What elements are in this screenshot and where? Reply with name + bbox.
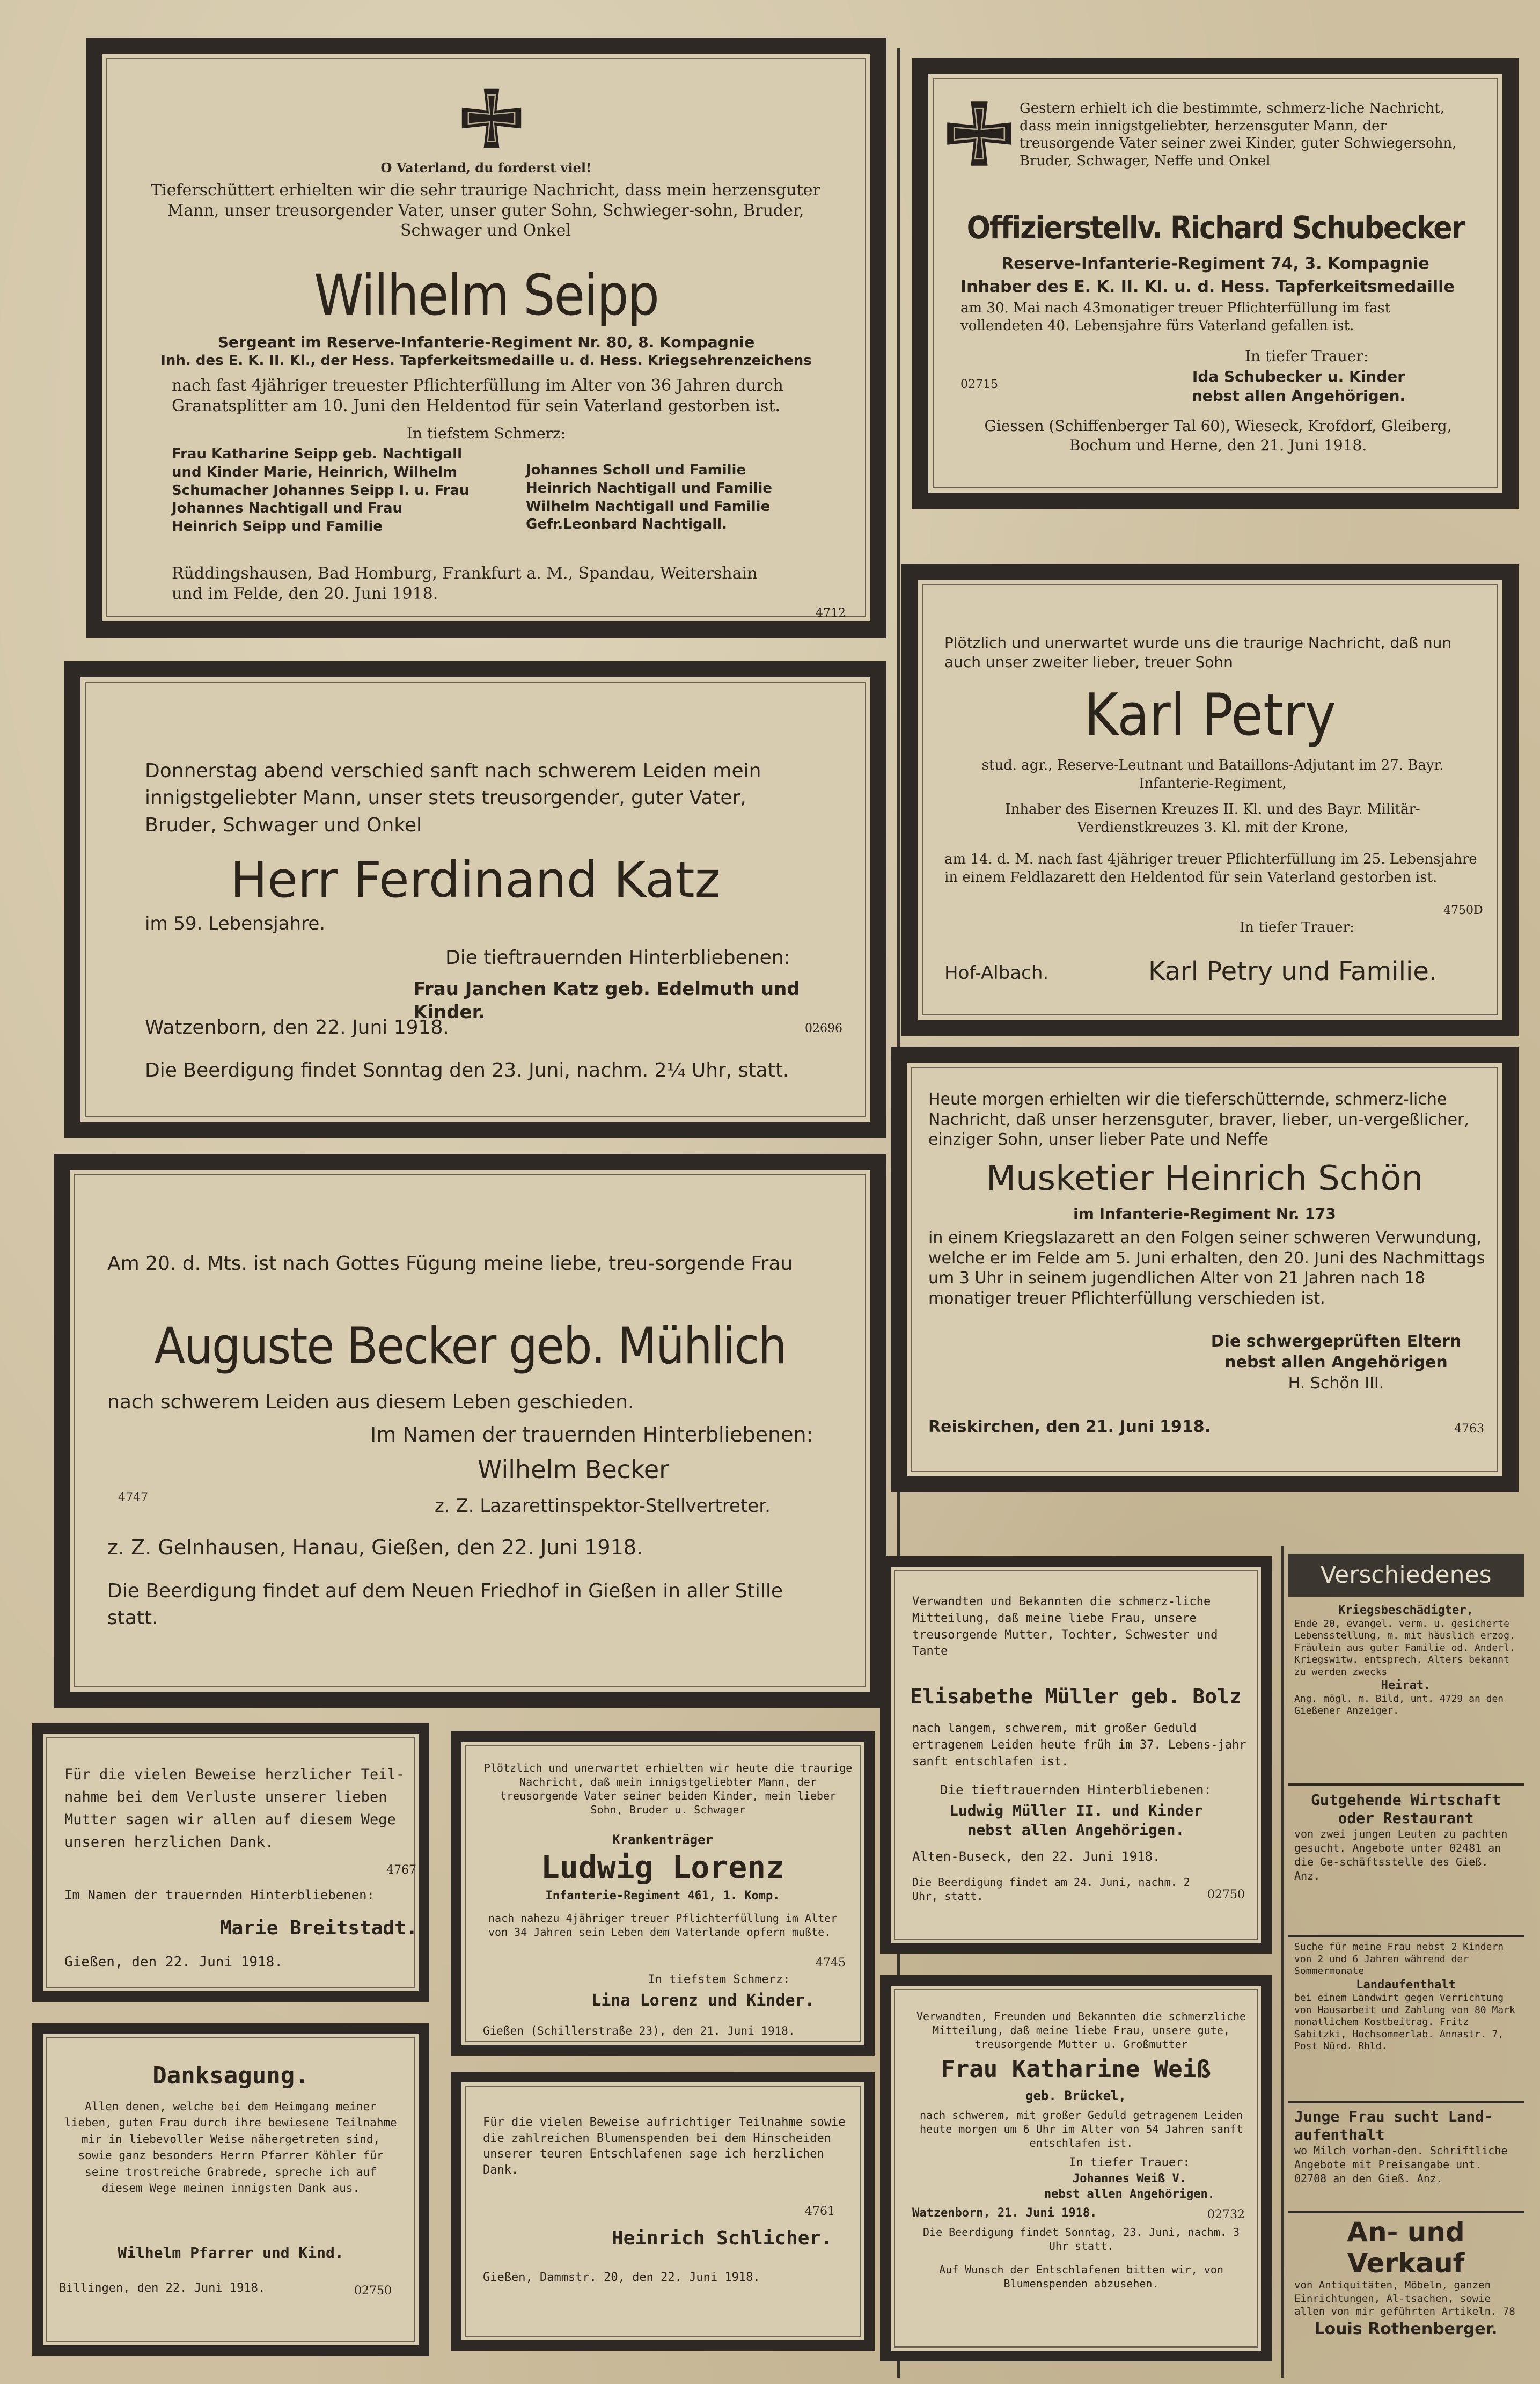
thanks-text: Für die vielen Beweise aufrichtiger Teilnahme sowie die zahlreichen Blumenspenden bei dem Hinscheiden unserer teuren Entschlafenen sage ich herzlichen Dank. xyxy=(483,2116,846,2177)
ad-intro: Verwandten, Freunden und Bekannten die schmerzliche Mitteilung, daß meine liebe Frau, unsere gute, treusorgende Mutter u. Großmutter xyxy=(916,2010,1246,2051)
ad-number: 4750D xyxy=(1443,904,1483,917)
age-text: im 59. Lebensjahre. xyxy=(145,913,326,934)
classified-divider xyxy=(1288,1935,1524,1937)
ad-number: 4712 xyxy=(816,606,846,620)
rank-line-1: Sergeant im Reserve-Infanterie-Regiment Nr. 80, 8. Kompagnie xyxy=(217,333,755,351)
obituary-seipp xyxy=(86,38,886,638)
mourners: Ida Schubecker u. Kinder nebst allen Angehörigen. xyxy=(1191,368,1406,405)
deceased-name: Wilhelm Seipp xyxy=(314,262,658,328)
iron-cross-icon xyxy=(944,99,1014,169)
ad-number: 02750 xyxy=(354,2284,392,2298)
mourning-label: Die tieftrauernden Hinterbliebenen: xyxy=(940,1782,1212,1797)
death-text: am 30. Mai nach 43monatiger treuer Pflichterfüllung im fast vollendeten 40. Lebensjahre fürs Vaterland gefallen ist. xyxy=(960,300,1391,334)
place-date: Gießen (Schillerstraße 23), den 21. Juni 1918. xyxy=(483,2024,795,2037)
ad-intro: Plötzlich und unerwartet wurde uns die traurige Nachricht, daß nun auch unser zweiter lieber, treuer Sohn xyxy=(944,634,1452,671)
mourning-label: In tiefer Trauer: xyxy=(1240,919,1354,935)
ad-number: 4745 xyxy=(816,1956,846,1970)
place-date: Giessen (Schiffenberger Tal 60), Wieseck, Krofdorf, Gleiberg, Bochum und Herne, den 21. Juni 1918. xyxy=(984,417,1452,455)
thanks-pfarrer xyxy=(32,2023,429,2356)
death-text: nach fast 4jähriger treuester Pflichterfüllung im Alter von 36 Jahren durch Granatsplitter am 10. Juni den Heldentod für sein Vaterland gestorben ist. xyxy=(172,376,783,415)
place-date: Watzenborn, den 22. Juni 1918. xyxy=(145,1017,449,1039)
thanks-text: Allen denen, welche bei dem Heimgang meiner lieben, guten Frau durch ihre bewiesene Teilnahme mir in liebevoller Weise nähergetreten sind, sowie ganz besonders Herrn Pfarrer Köhler für seine trostreiche Grabrede, spreche ich auf diesem Wege meinen innigsten Dank aus. xyxy=(64,2100,397,2195)
death-text: nach langem, schwerem, mit großer Geduld ertragenem Leiden heute früh im 37. Lebens-jahr sanft entschlafen ist. xyxy=(912,1722,1246,1768)
obituary-schoen xyxy=(891,1047,1519,1492)
place-date: z. Z. Gelnhausen, Hanau, Gießen, den 22. Juni 1918. xyxy=(107,1535,643,1559)
mourners: Ludwig Müller II. und Kinder nebst allen Angehörigen. xyxy=(949,1802,1202,1839)
place-date: Reiskirchen, den 21. Juni 1918. xyxy=(928,1417,1211,1436)
mourners-left: Frau Katharine Seipp geb. Nachtigall und Kinder Marie, Heinrich, Wilhelm Schumacher Johannes Seipp I. u. Frau Johannes Nachtigall und Frau Heinrich Seipp und Familie xyxy=(172,446,470,535)
mourning-label: Im Namen der trauernden Hinterbliebenen: xyxy=(370,1423,813,1446)
regiment-text: im Infanterie-Regiment Nr. 173 xyxy=(1073,1205,1336,1223)
mourners: Lina Lorenz und Kinder. xyxy=(591,1991,815,2010)
note-text: Auf Wunsch der Entschlafenen bitten wir, von Blumenspenden abzusehen. xyxy=(939,2263,1223,2290)
rank-line-2: Inh. des E. K. II. Kl., der Hess. Tapferkeitsmedaille u. d. Hess. Kriegsehrenzeichens xyxy=(160,353,812,369)
maiden-name: geb. Brückel, xyxy=(1025,2088,1126,2103)
ad-intro: Plötzlich und unerwartet erhielten wir heute die traurige Nachricht, daß mein innigstgeliebter Mann, der treusorgende Vater seiner beiden Kinder, mein lieber Sohn, Bruder u. Schwager xyxy=(483,1761,853,1816)
ad-intro: Gestern erhielt ich die bestimmte, schmerz-liche Nachricht, dass mein innigstgeliebter, herzensguter Mann, der treusorgende Vater seiner zwei Kinder, guter Schwiegersohn, Bruder, Schwager, Neffe und Onkel xyxy=(1020,100,1457,169)
ad-intro: Donnerstag abend verschied sanft nach schwerem Leiden mein innigstgeliebter Mann, unser stets treusorgender, guter Vater, Bruder, Schwager und Onkel xyxy=(145,760,761,836)
iron-cross-icon xyxy=(459,86,524,150)
obituary-weiss xyxy=(880,1975,1272,2361)
thanks-title: Danksagung. xyxy=(152,2062,309,2089)
classified-item: Gutgehende Wirtschaft oder Restaurant von zwei jungen Leuten zu pachten gesucht. Angebote unter 02481 an die Ge-schäftsstelle des Gieß. Anz. xyxy=(1294,1791,1508,1883)
burial-text: Die Beerdigung findet am 24. Juni, nachm. 2 Uhr, statt. xyxy=(912,1876,1190,1903)
death-text: nach schwerem, mit großer Geduld getragenem Leiden heute morgen um 6 Uhr im Alter von 54 Jahren sanft entschlafen ist. xyxy=(919,2109,1243,2149)
signer-name: Marie Breitstadt. xyxy=(220,1917,418,1939)
burial-text: Die Beerdigung findet Sonntag den 23. Juni, nachm. 2¼ Uhr, statt. xyxy=(145,1059,789,1081)
thanks-breitstadt xyxy=(32,1723,429,2002)
deceased-name: Elisabethe Müller geb. Bolz xyxy=(910,1685,1242,1708)
ad-number: 4747 xyxy=(118,1491,148,1504)
obituary-schubecker xyxy=(912,58,1519,509)
place-text: Hof-Albach. xyxy=(944,962,1049,984)
ad-intro: Heute morgen erhielten wir die tieferschütternde, schmerz-liche Nachricht, daß unser herzensguter, braver, lieber, un-vergeßlicher, einziger Sohn, unser lieber Pate und Neffe xyxy=(928,1090,1469,1149)
mourners: Die schwergeprüften Eltern nebst allen Angehörigen H. Schön III. xyxy=(1211,1332,1462,1393)
classified-item: An- und Verkauf von Antiquitäten, Möbeln, ganzen Einrichtungen, Al-tsachen, sowie allen von mir geführten Artikeln. 78 Louis Rothenberger. xyxy=(1294,2217,1515,2339)
death-text: nach schwerem Leiden aus diesem Leben geschieden. xyxy=(107,1391,634,1413)
mourners: Frau Janchen Katz geb. Edelmuth und Kinder. xyxy=(413,978,800,1023)
classified-divider xyxy=(1288,2211,1524,2213)
classified-divider xyxy=(1288,1783,1524,1786)
death-text: in einem Kriegslazarett an den Folgen seiner schweren Verwundung, welche er im Felde am 5. Juni erhalten, den 20. Juni des Nachmittags um 3 Uhr in seinem jugendlichen Alter von 21 Jahren nach 18 monatiger treuer Pflichterfüllung verschieden ist. xyxy=(928,1228,1485,1308)
ad-motto: O Vaterland, du forderst viel! xyxy=(380,160,592,175)
ad-number: 02715 xyxy=(960,378,998,391)
rank-text: stud. agr., Reserve-Leutnant und Bataillons-Adjutant im 27. Bayr. Infanterie-Regiment, xyxy=(981,757,1444,792)
place-date: Watzenborn, 21. Juni 1918. xyxy=(912,2206,1097,2220)
ad-intro: Am 20. d. Mts. ist nach Gottes Fügung meine liebe, treu-sorgende Frau xyxy=(107,1253,793,1275)
place-date: Gießen, den 22. Juni 1918. xyxy=(64,1954,283,1970)
mourning-label: In tiefstem Schmerz: xyxy=(648,1973,790,1986)
mourners: Johannes Weiß V. nebst allen Angehörigen. xyxy=(1044,2172,1215,2201)
obituary-petry xyxy=(901,564,1519,1036)
burial-text: Die Beerdigung findet Sonntag, 23. Juni, nachm. 3 Uhr statt. xyxy=(922,2226,1240,2253)
mourner-name: Wilhelm Becker xyxy=(478,1455,670,1484)
obituary-lorenz xyxy=(451,1731,875,2056)
place-date: Rüddingshausen, Bad Homburg, Frankfurt a. M., Spandau, Weitershain und im Felde, den 20. Juni 1918. xyxy=(172,564,758,603)
obituary-becker xyxy=(54,1154,886,1708)
honours-text: Inhaber des Eisernen Kreuzes II. Kl. und des Bayr. Militär-Verdienstkreuzes 3. Kl. mit der Krone, xyxy=(1005,801,1420,836)
rank-text: Krankenträger xyxy=(612,1832,713,1847)
deceased-name: Offizierstellv. Richard Schubecker xyxy=(966,209,1464,246)
column-rule xyxy=(1281,1546,1284,2378)
obituary-mueller xyxy=(880,1556,1272,1954)
classified-item: Suche für meine Frau nebst 2 Kindern von 2 und 6 Jahren während der Sommermonate Landaufenthalt bei einem Landwirt gegen Verrichtung von Hausarbeit und Zahlung von 80 Mark monatlichem Kostbeitrag. Fritz Sabitzki, Hochsommerlab. Annastr. 7, Post Nürd. Rhld. xyxy=(1294,1941,1515,2052)
classifieds-header: Verschiedenes xyxy=(1288,1554,1524,1597)
thanks-schlicher xyxy=(451,2072,875,2351)
ad-number: 02696 xyxy=(805,1022,842,1035)
mourner-role: z. Z. Lazarettinspektor-Stellvertreter. xyxy=(435,1495,771,1517)
honours-text: Inhaber des E. K. II. Kl. u. d. Hess. Tapferkeitsmedaille xyxy=(960,277,1455,296)
ad-intro: Verwandten und Bekannten die schmerz-liche Mitteilung, daß meine liebe Frau, unsere treusorgende Mutter, Tochter, Schwester und Tante xyxy=(912,1595,1218,1658)
deceased-name: Ludwig Lorenz xyxy=(541,1849,784,1885)
mourning-label: Die tieftrauernden Hinterbliebenen: xyxy=(445,947,790,969)
classified-item: Kriegsbeschädigter, Ende 20, evangel. verm. u. gesicherte Lebensstellung, m. mit häuslich erzog. Fräulein aus guter Familie od. Anderl. Kriegswitw. entsprech. Alters bekannt zu werden zwecks Heirat. Ang. mögl. m. Bild, unt. 4729 an den Gießener Anzeiger. xyxy=(1294,1604,1515,1716)
obituary-katz xyxy=(64,661,886,1138)
deceased-name: Musketier Heinrich Schön xyxy=(986,1159,1424,1198)
mourners-right: Johannes Scholl und Familie Heinrich Nachtigall und Familie Wilhelm Nachtigall und Familie Gefr.Leonbard Nachtigall. xyxy=(526,462,773,533)
regiment-text: Reserve-Infanterie-Regiment 74, 3. Kompagnie xyxy=(1001,254,1429,273)
ad-intro: Tieferschüttert erhielten wir die sehr traurige Nachricht, dass mein herzensguter Mann, unser treusorgender Vater, unser guter Sohn, Schwieger-sohn, Bruder, Schwager und Onkel xyxy=(151,181,820,240)
classified-divider xyxy=(1288,2101,1524,2103)
mourning-label: In tiefer Trauer: xyxy=(1245,347,1369,365)
deceased-name: Auguste Becker geb. Mühlich xyxy=(154,1317,786,1376)
deceased-name: Karl Petry xyxy=(1084,682,1336,749)
ad-number: 4761 xyxy=(805,2205,835,2218)
ad-number: 02732 xyxy=(1207,2208,1245,2221)
place-date: Gießen, Dammstr. 20, den 22. Juni 1918. xyxy=(483,2271,760,2284)
deceased-name: Herr Ferdinand Katz xyxy=(230,851,721,909)
regiment-text: Infanterie-Regiment 461, 1. Komp. xyxy=(545,1889,780,1903)
classifieds-column xyxy=(1288,1554,1524,2370)
signer-name: Heinrich Schlicher. xyxy=(612,2227,833,2249)
ad-number: 4763 xyxy=(1454,1422,1484,1436)
ad-number: 02750 xyxy=(1207,1888,1245,1902)
death-text: am 14. d. M. nach fast 4jähriger treuer Pflichterfüllung im 25. Lebensjahre in einem Feldlazarett den Heldentod für sein Vaterland gestorben ist. xyxy=(944,851,1477,886)
thanks-text: Für die vielen Beweise herzlicher Teil-nahme bei dem Verluste unserer lieben Mutter sagen wir allen auf diesem Wege unseren herzlichen Dank. xyxy=(64,1766,405,1851)
mourning-label: In tiefer Trauer: xyxy=(1069,2156,1190,2169)
classified-item: Junge Frau sucht Land-aufenthalt wo Milch vorhan-den. Schriftliche Angebote mit Preisangabe unt. 02708 an den Gieß. Anz. xyxy=(1294,2108,1508,2185)
burial-text: Die Beerdigung findet auf dem Neuen Friedhof in Gießen in aller Stille statt. xyxy=(107,1580,783,1629)
mourning-label: Im Namen der trauernden Hinterbliebenen: xyxy=(64,1888,375,1903)
death-text: nach nahezu 4jähriger treuer Pflichterfüllung im Alter von 34 Jahren sein Leben dem Vaterlande opfern mußte. xyxy=(488,1912,838,1939)
ad-number: 4767 xyxy=(386,1863,416,1877)
place-date: Billingen, den 22. Juni 1918. xyxy=(59,2281,266,2295)
deceased-name: Frau Katharine Weiß xyxy=(941,2056,1211,2083)
signer-name: Wilhelm Pfarrer und Kind. xyxy=(118,2244,344,2262)
mourning-label: In tiefstem Schmerz: xyxy=(406,425,566,442)
place-date: Alten-Buseck, den 22. Juni 1918. xyxy=(912,1849,1161,1864)
mourners: Karl Petry und Familie. xyxy=(1148,956,1438,986)
